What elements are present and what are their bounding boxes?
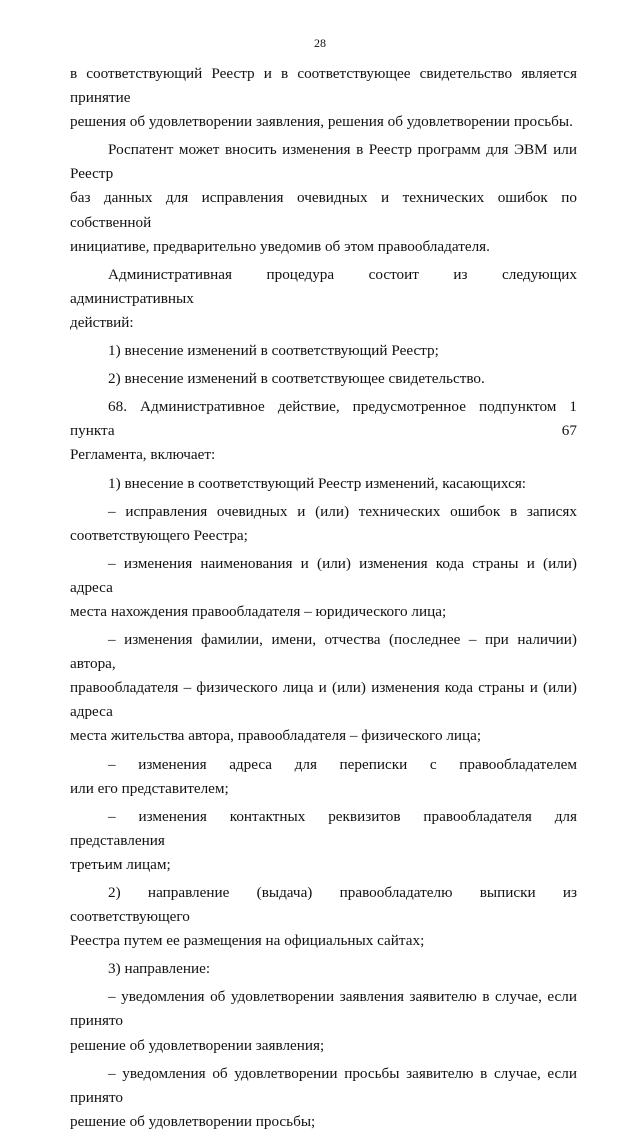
paragraph [70, 957, 577, 981]
text-line: – исправления очевидных и (или) технических ошибок в записях [108, 502, 577, 520]
text-line: инициативе, предварительно уведомив об этом правообладателя. [70, 237, 490, 255]
text-line: 3) направление: [108, 960, 211, 978]
paragraph [70, 805, 577, 877]
text-line: – изменения адреса для переписки с правообладателем [108, 755, 577, 773]
text-line: – изменения наименования и (или) изменения кода страны и (или) адреса [70, 554, 577, 596]
text-line: решение об удовлетворении просьбы; [70, 1112, 316, 1130]
text-line: 1) внесение изменений в соответствующий Реестр; [108, 342, 439, 360]
paragraph [70, 395, 577, 467]
paragraph [70, 628, 577, 748]
text-line: 1) внесение в соответствующий Реестр изменений, касающихся: [108, 474, 527, 492]
paragraph [70, 985, 577, 1057]
text-line: – изменения фамилии, имени, отчества (последнее – при наличии) автора, [70, 631, 577, 673]
paragraph [70, 500, 577, 548]
text-line: Регламента, включает: [70, 446, 216, 464]
paragraph [70, 881, 577, 953]
text-line: третьим лицам; [70, 855, 171, 873]
text-line: решение об удовлетворении заявления; [70, 1036, 325, 1054]
text-line: правообладателя – физического лица и (или) изменения кода страны и (или) адреса [70, 679, 577, 721]
paragraph [70, 62, 577, 134]
text-line: действий: [70, 313, 134, 331]
text-line: или его представителем; [70, 779, 229, 797]
document-body [70, 62, 577, 1138]
text-line: – уведомления об удовлетворении просьбы заявителю в случае, если принято [70, 1064, 577, 1106]
text-line: места нахождения правообладателя – юридического лица; [70, 602, 447, 620]
text-line: решения об удовлетворении заявления, решения об удовлетворении просьбы. [70, 113, 573, 131]
paragraph [70, 472, 577, 496]
paragraph [70, 367, 577, 391]
paragraph [70, 263, 577, 335]
paragraph [70, 552, 577, 624]
text-line: 68. Административное действие, предусмотренное подпунктом 1 пункта 67 [70, 398, 577, 440]
page-number: 28 [314, 36, 326, 50]
text-line: баз данных для исправления очевидных и технических ошибок по собственной [70, 189, 577, 231]
paragraph [70, 1062, 577, 1134]
text-line: Административная процедура состоит из следующих административных [70, 265, 577, 307]
text-line: в соответствующий Реестр и в соответствующее свидетельство является принятие [70, 65, 577, 107]
paragraph [70, 339, 577, 363]
text-line: – изменения контактных реквизитов правообладателя для представления [70, 807, 577, 849]
text-line: 2) внесение изменений в соответствующее свидетельство. [108, 370, 485, 388]
text-line: соответствующего Реестра; [70, 526, 248, 544]
text-line: места жительства автора, правообладателя – физического лица; [70, 727, 482, 745]
text-line: Роспатент может вносить изменения в Реестр программ для ЭВМ или Реестр [70, 141, 577, 183]
paragraph [70, 138, 577, 258]
text-line: 2) направление (выдача) правообладателю выписки из соответствующего [70, 884, 577, 926]
paragraph [70, 753, 577, 801]
text-line: Реестра путем ее размещения на официальных сайтах; [70, 932, 425, 950]
text-line: – уведомления об удовлетворении заявления заявителю в случае, если принято [70, 988, 577, 1030]
